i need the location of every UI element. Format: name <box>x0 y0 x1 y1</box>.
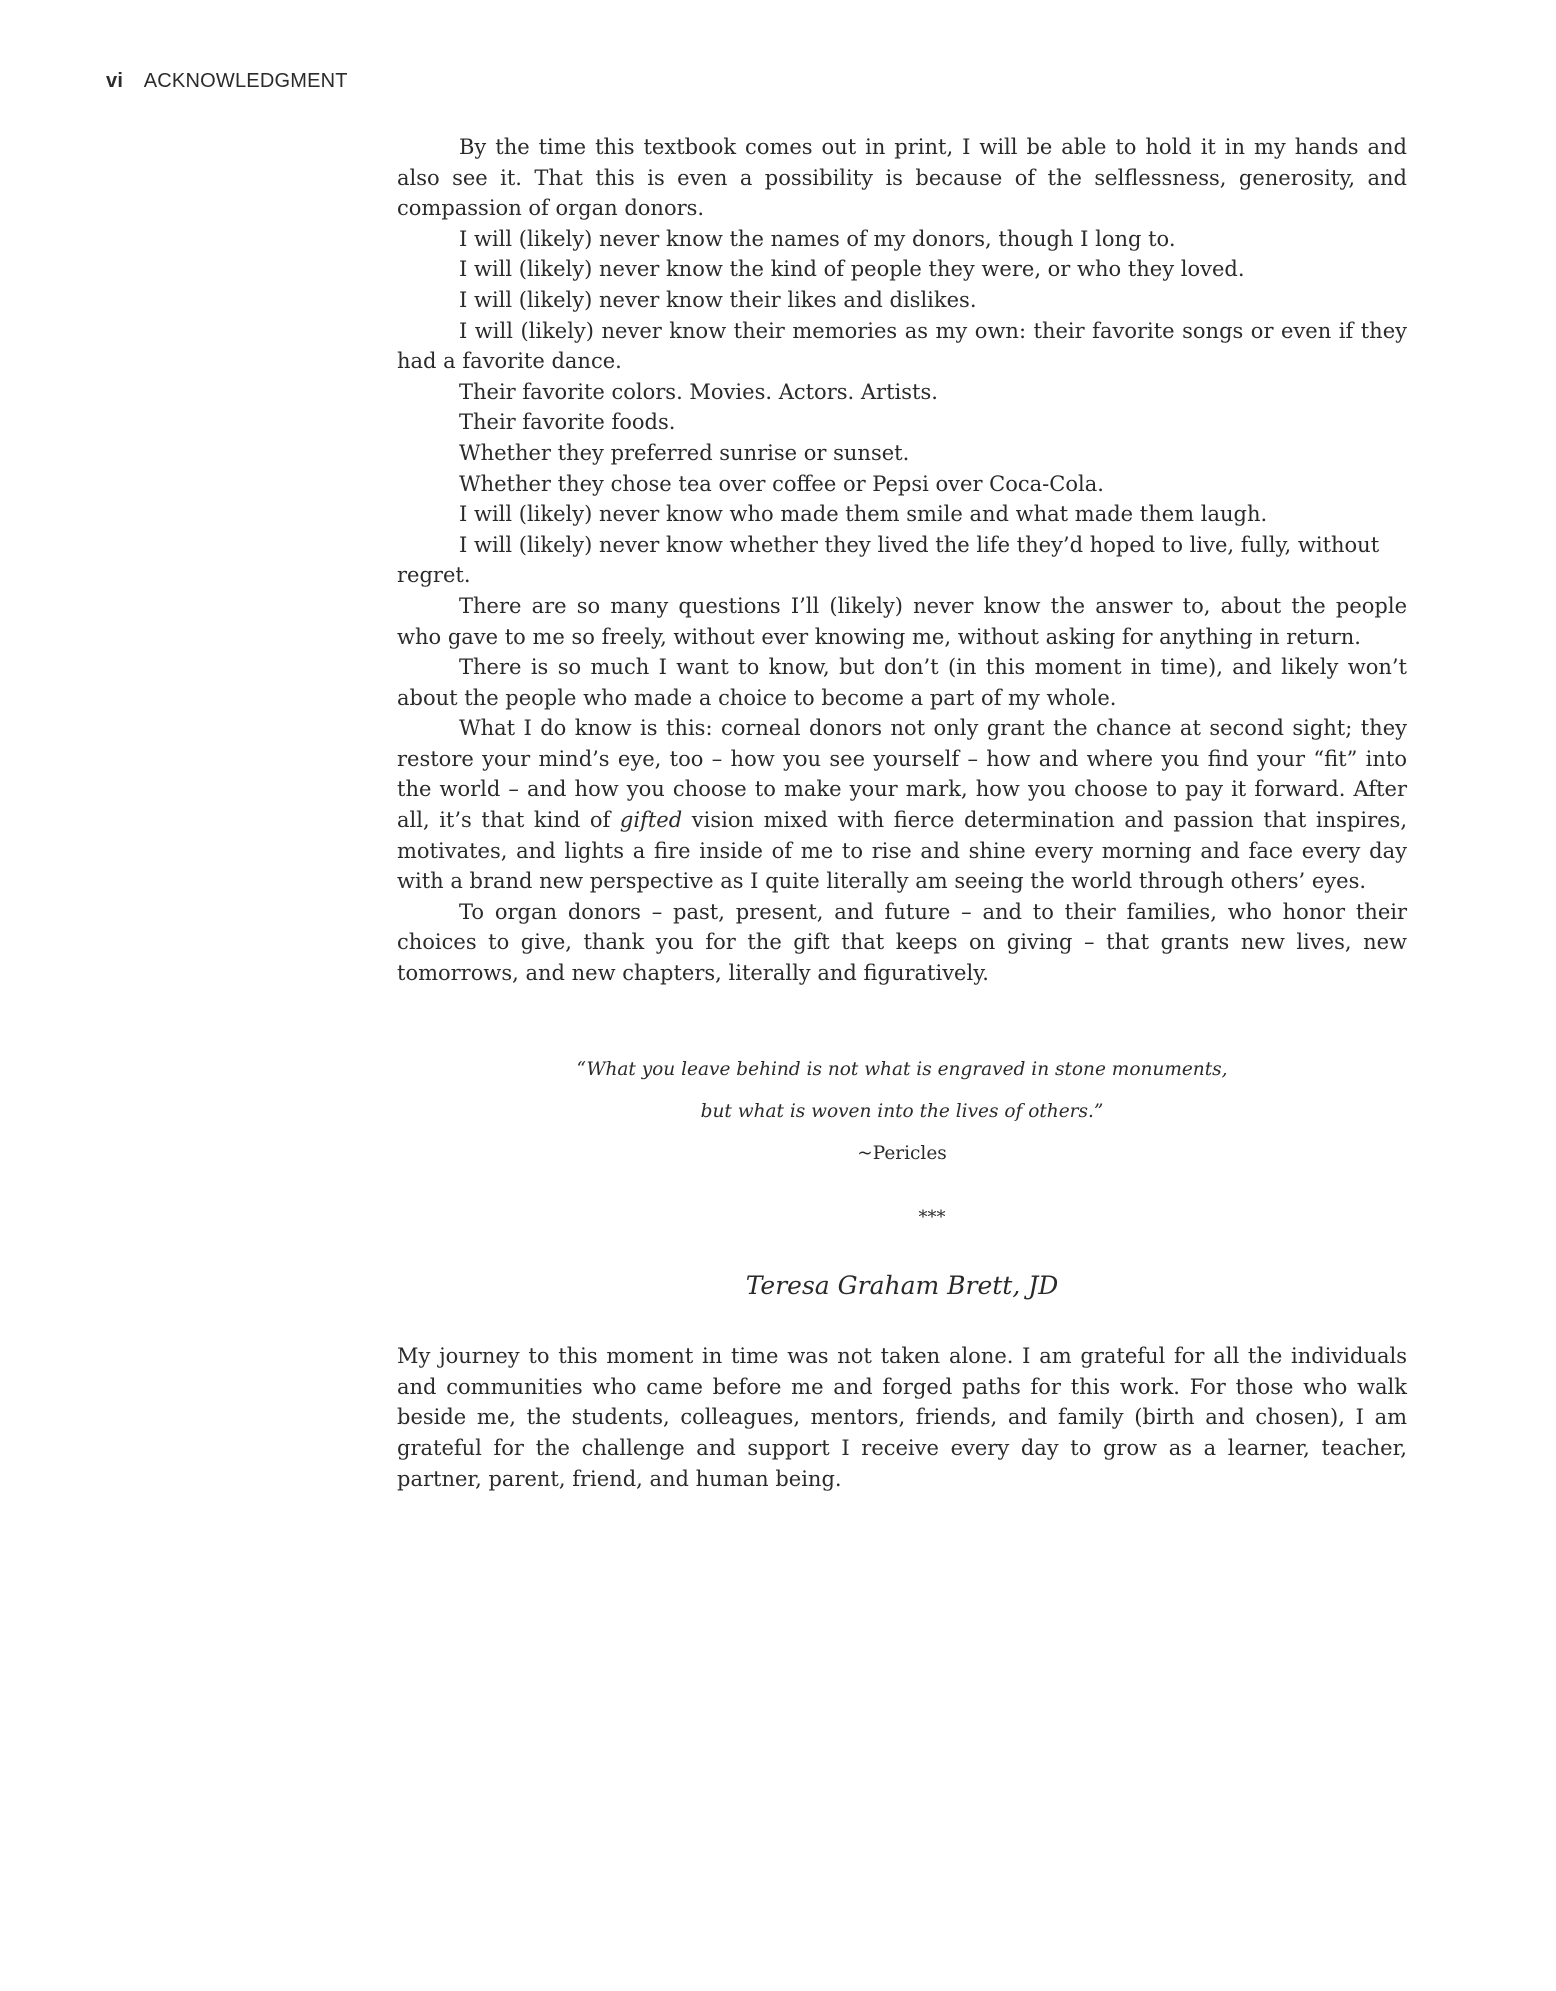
running-head-title: ACKNOWLEDGMENT <box>143 70 348 92</box>
paragraph-6: Their favorite colors. Movies. Actors. Artists. <box>459 379 938 404</box>
paragraph-14-text-start: What I do know is this: corneal donors not only grant the chance at second sight; they restore your mind’s eye, too – how you see yourself – how and where you find your “fit” into the world – and how you choose to make your mark, how you choose to pay it forward. After all, it’s that kind of <box>397 716 1407 833</box>
paragraph-14-text-end: vision mixed with fierce determination and passion that inspires, motivates, and lights a fire inside of me to rise and shine every morning and face every day with a brand new perspective as I quite literally am seeing the world through others’ eyes. <box>397 808 1407 894</box>
paragraph-5: I will (likely) never know their memories as my own: their favorite songs or even if they had a favorite dance. <box>397 318 1407 374</box>
paragraph-10: I will (likely) never know who made them smile and what made them laugh. <box>459 502 1268 527</box>
paragraph-8: Whether they preferred sunrise or sunset. <box>459 440 910 465</box>
paragraph-12: There are so many questions I’ll (likely) never know the answer to, about the people who gave to me so freely, without ever knowing me, without asking for anything in return. <box>397 593 1407 649</box>
author-heading: Teresa Graham Brett, JD <box>745 1271 1059 1301</box>
page-number: vi <box>106 70 124 92</box>
paragraph-3: I will (likely) never know the kind of people they were, or who they loved. <box>459 257 1245 282</box>
main-text-column <box>397 132 1407 1494</box>
paragraph-15: To organ donors – past, present, and future – and to their families, who honor their choices to give, thank you for the gift that keeps on giving – that grants new lives, new tomorrows, and new chapters, literally and figuratively. <box>397 899 1407 986</box>
quote-attribution: ~Pericles <box>857 1142 947 1164</box>
paragraph-1: By the time this textbook comes out in print, I will be able to hold it in my hands and also see it. That this is even a possibility is because of the selflessness, generosity, and compassion of organ donors. <box>397 135 1407 221</box>
paragraph-14 <box>397 713 1407 897</box>
running-head <box>106 70 348 93</box>
section-separator: *** <box>918 1206 946 1228</box>
quote-line-2: but what is woven into the lives of others.” <box>700 1100 1104 1122</box>
closing-paragraph: My journey to this moment in time was not taken alone. I am grateful for all the individuals and communities who came before me and forged paths for this work. For those who walk beside me, the students, colleagues, mentors, friends, and family (birth and chosen), I am grateful for the challenge and support I receive every day to grow as a learner, teacher, partner, parent, friend, and human being. <box>397 1344 1407 1491</box>
paragraph-9: Whether they chose tea over coffee or Pepsi over Coca-Cola. <box>459 471 1104 496</box>
epigraph-quote <box>397 1049 1407 1175</box>
paragraph-7: Their favorite foods. <box>459 410 676 435</box>
paragraph-11: I will (likely) never know whether they lived the life they’d hoped to live, fully, without regret. <box>397 532 1380 588</box>
paragraph-14-emphasis: gifted <box>619 808 683 833</box>
quote-line-1: “What you leave behind is not what is engraved in stone monuments, <box>576 1058 1228 1080</box>
paragraph-2: I will (likely) never know the names of my donors, though I long to. <box>459 226 1176 251</box>
paragraph-13: There is so much I want to know, but don’t (in this moment in time), and likely won’t about the people who made a choice to become a part of my whole. <box>397 655 1407 710</box>
paragraph-4: I will (likely) never know their likes and dislikes. <box>459 287 977 312</box>
